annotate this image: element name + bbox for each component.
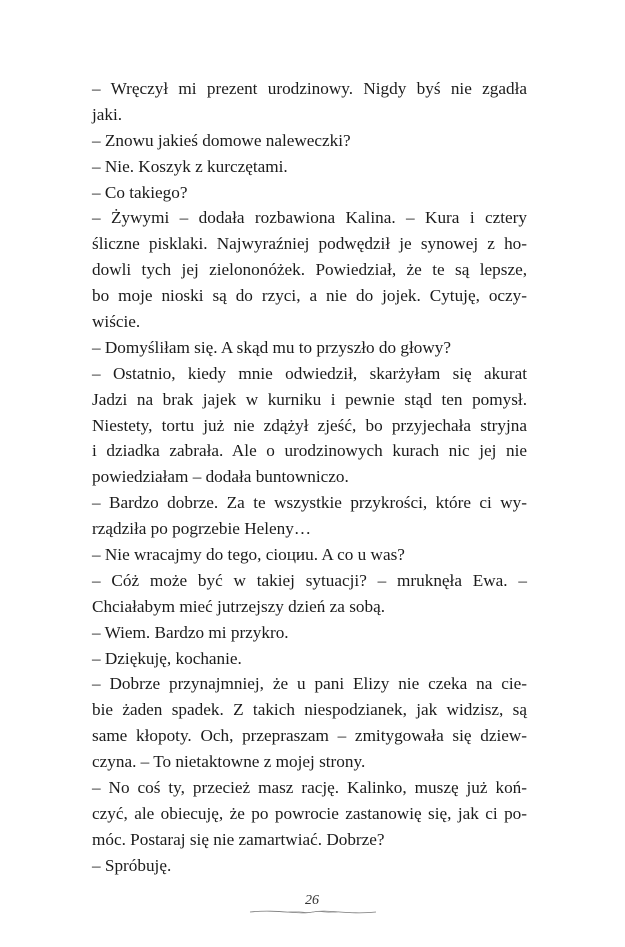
text-line: móc. Postaraj się nie zamartwiać. Dobrze? xyxy=(92,829,385,849)
text-line: rządziła po pogrzebie Heleny… xyxy=(92,519,312,539)
text-line: czyna. – To nietaktowne z mojej strony. xyxy=(92,752,366,772)
text-line: – Nie wracajmy do tego, cioциu. A co u was? xyxy=(92,545,405,565)
text-line: – Cóż może być w takiej sytuacji? – mruknęła Ewa. – xyxy=(92,570,527,590)
text-line: i dziadka zabrała. Ale o urodzinowych kurach nic jej nie xyxy=(92,441,527,461)
text-line: dowli tych jej zielononóżek. Powiedział, że te są lepsze, xyxy=(92,260,527,280)
text-line: śliczne pisklaki. Najwyraźniej podwędził je synowej z ho- xyxy=(92,234,527,254)
text-line: jaki. xyxy=(92,104,123,124)
text-line: bo moje nioski są do rzyci, a nie do jojek. Cytuję, oczy- xyxy=(92,286,527,306)
page-footer xyxy=(0,893,625,923)
text-line: Jadzi na brak jajek w kurniku i pewnie stąd ten pomysł. xyxy=(92,389,527,409)
text-line: – Nie. Koszyk z kurczętami. xyxy=(92,156,288,176)
text-line: Chciałabym mieć jutrzejszy dzień za sobą. xyxy=(92,596,386,616)
text-line: wiście. xyxy=(92,312,141,332)
text-line: czyć, ale obiecuję, że po powrocie zastanowię się, jak ci po- xyxy=(92,803,527,823)
text-line: powiedziałam – dodała buntowniczo. xyxy=(92,467,349,487)
text-line: same kłopoty. Och, przepraszam – zmitygowała się dziew- xyxy=(92,726,527,746)
text-line: – Wiem. Bardzo mi przykro. xyxy=(92,622,289,642)
text-line: – Wręczył mi prezent urodzinowy. Nigdy byś nie zgadła xyxy=(92,79,527,98)
text-line: Niestety, tortu już nie zdążył zjeść, bo przyjechała stryjna xyxy=(92,415,527,435)
text-line: – Dobrze przynajmniej, że u pani Elizy nie czeka na cie- xyxy=(92,674,527,694)
text-line: – Ostatnio, kiedy mnie odwiedził, skarżyłam się akurat xyxy=(92,363,527,383)
text-line: bie żaden spadek. Z takich niespodzianek, jak widzisz, są xyxy=(92,700,527,720)
body-text xyxy=(92,76,527,879)
text-line: – Spróbuję. xyxy=(92,855,172,875)
text-line: – Bardzo dobrze. Za te wszystkie przykrości, które ci wy- xyxy=(92,493,527,513)
text-line: – Żywymi – dodała rozbawiona Kalina. – Kura i cztery xyxy=(92,208,527,228)
flourish-ornament-icon xyxy=(248,907,378,917)
text-line: – Znowu jakieś domowe naleweczki? xyxy=(92,130,351,150)
text-line: – Co takiego? xyxy=(92,182,188,202)
text-line: – Dziękuję, kochanie. xyxy=(92,648,242,668)
page-number: 26 xyxy=(305,893,319,908)
text-line: – No coś ty, przecież masz rację. Kalinko, muszę już koń- xyxy=(92,778,527,798)
text-line: – Domyśliłam się. A skąd mu to przyszło do głowy? xyxy=(92,337,451,357)
